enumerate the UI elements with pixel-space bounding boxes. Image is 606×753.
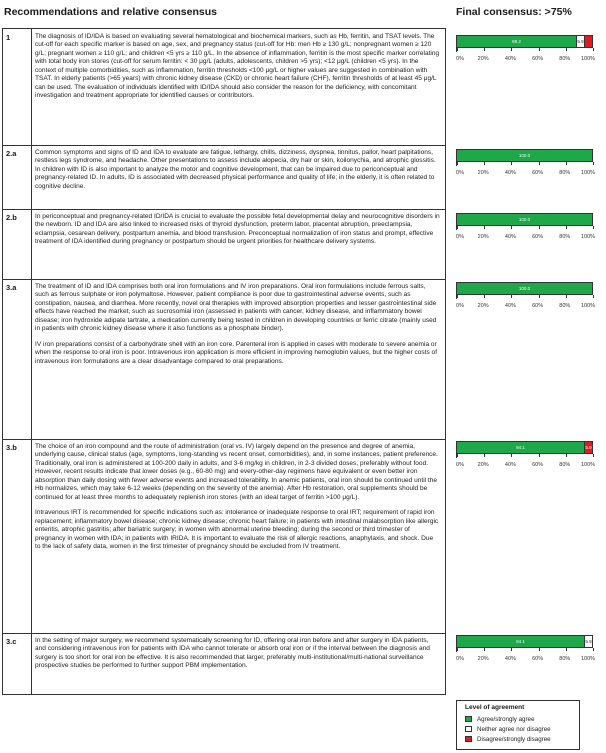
recommendation-id: 2.a	[6, 149, 17, 158]
consensus-bar	[456, 635, 593, 648]
legend-swatch	[465, 726, 472, 732]
axis-tick	[566, 226, 567, 229]
recommendation-id: 1	[6, 33, 11, 42]
axis-tick-label: 80%	[559, 303, 571, 309]
axis-tick-label: 20%	[477, 170, 489, 176]
axis-tick-label: 80%	[559, 56, 571, 62]
recommendation-text	[35, 283, 440, 373]
axis-tick	[539, 295, 540, 298]
bar-segment-agree	[457, 36, 576, 47]
axis-tick-label: 60%	[532, 170, 544, 176]
consensus-bar	[456, 149, 593, 162]
bar-value-label: 5.9	[585, 639, 592, 644]
axis-tick-label: 0%	[456, 303, 464, 309]
recommendation-text	[35, 213, 440, 254]
bar-value-label: 94.1	[516, 445, 525, 450]
bar-value-label: 100.0	[518, 286, 531, 291]
axis-tick-label: 60%	[532, 303, 544, 309]
axis-tick-label: 0%	[456, 234, 464, 240]
axis-tick-label: 20%	[477, 462, 489, 468]
axis-tick	[457, 454, 458, 457]
axis-tick-label: 40%	[504, 56, 516, 62]
axis-tick	[511, 226, 512, 229]
axis-tick	[539, 162, 540, 165]
axis-tick-label: 0%	[456, 170, 464, 176]
recommendation-row	[3, 279, 445, 439]
x-axis	[456, 162, 594, 166]
bar-segment-disagree	[584, 442, 592, 453]
recommendation-row	[3, 439, 445, 633]
axis-tick-label: 80%	[559, 656, 571, 662]
agreement-legend	[456, 700, 580, 750]
axis-tick	[511, 295, 512, 298]
bar-value-label: 100.0	[518, 153, 531, 158]
axis-tick	[566, 454, 567, 457]
row-divider	[3, 145, 445, 146]
x-axis	[456, 648, 594, 652]
consensus-bar	[456, 282, 593, 295]
axis-tick-label: 80%	[559, 234, 571, 240]
recommendation-paragraph: The choice of an iron compound and the route of administration (oral vs. IV) largely depend on the presence and degree of anemia, underlying cause, clinical status (age, symptoms, long-standing vs recent onset, comorbidities), and, in some instances, patient preference. Traditionally, oral iron is administered at 100-200 daily in adults, and 3-6 mg/kg in children, in 2-3 divided doses, preferably without food. However, recent results indicate that lower doses (e.g., 60-80 mg) and every-other-day regimens have equivalent or even better iron absorption than daily dosing with fewer adverse events and increased tolerability. In anemic patients, oral iron should be continued until the Hb normalizes, which may take 6-12 weeks (depending on the severity of the anemia). After Hb restoration, oral supplements should be continued for at least three months to adequately replenish iron stores (with an ideal target of ferritin >100 μg/L).	[35, 443, 438, 501]
row-divider	[3, 209, 445, 210]
axis-tick	[566, 295, 567, 298]
bar-segment-agree	[457, 636, 584, 647]
row-divider	[3, 439, 445, 440]
legend-title: Level of agreement	[465, 704, 525, 711]
axis-tick	[566, 48, 567, 51]
axis-tick-label: 40%	[504, 656, 516, 662]
axis-tick	[566, 648, 567, 651]
row-divider	[3, 279, 445, 280]
axis-tick	[593, 454, 594, 457]
x-axis	[456, 226, 594, 230]
axis-tick-label: 100%	[580, 234, 596, 240]
page-title: Recommendations and relative consensus	[4, 6, 217, 18]
consensus-bar	[456, 35, 593, 48]
axis-tick-label: 80%	[559, 170, 571, 176]
axis-tick-label: 40%	[504, 303, 516, 309]
axis-tick	[539, 454, 540, 457]
axis-tick-label: 40%	[504, 462, 516, 468]
axis-tick-label: 20%	[477, 56, 489, 62]
x-axis	[456, 295, 594, 299]
axis-tick-label: 100%	[580, 303, 596, 309]
recommendation-paragraph: In the setting of major surgery, we recommend systematically screening for ID, offering oral iron before and after surgery in IDA patients, and considering intravenous iron for patients with IDA who cannot tolerate or absorb oral iron or if the interval between the diagnosis and surgery is too short for oral iron be effective. It is also recommended that larger, preferably multi-institutional/multi-national surveillance prospective studies be performed to further support PBM implementation.	[35, 637, 430, 670]
axis-tick	[484, 648, 485, 651]
legend-label: Agree/strongly agree	[477, 715, 535, 723]
axis-tick	[593, 295, 594, 298]
recommendation-paragraph: The treatment of ID and IDA comprises both oral iron formulations and IV iron preparations. Oral iron formulations include ferrous salts, such as ferrous sulphate or iron polymaltose. However, patient compliance is poor due to gastrointestinal adverse events, such as constipation, nausea, and diarrhea. More recently, novel oral therapies with improved absorption properties and lesser gastrointestinal side effects have reached the market, such as sucrosomial iron (assessed in patients with cancer, kidney disease, and inflammatory bowel disease; iron hydroxide adipate tartrate, a medication currently being tested in children in developing countries or ferric citrate (mainly used in patients with chronic kidney disease where it also functions as a phosphate binder).	[35, 283, 437, 333]
recommendation-text	[35, 637, 440, 678]
recommendation-paragraph: Common symptoms and signs of ID and IDA to evaluate are fatigue, lethargy, chills, dizziness, dyspnea, tinnitus, pallor, heart palpitations, restless legs syndrome, and headache. Other presentations to assess include alopecia, dry hair or skin, koilonychia, and atrophic glossitis. In children with ID is also important to analyze the motor and cognitive development, that can be impaired due to periconceptual and pregnancy-related ID. In adults, ID is associated with decreased physical performance and quality of life; in the elderly, it is often related to cognitive decline.	[35, 149, 436, 190]
recommendation-text	[35, 443, 440, 558]
axis-tick-label: 80%	[559, 462, 571, 468]
axis-tick	[511, 454, 512, 457]
axis-tick	[484, 454, 485, 457]
axis-tick	[457, 162, 458, 165]
recommendation-paragraph: The diagnosis of ID/IDA is based on evaluating several hematological and biochemical markers, such as Hb, ferritin, and TSAT levels. The cut-off for each specific marker is based on age, sex, and pregnancy status (cut-off for Hb: men Hb ≥ 130 g/L; nonpregnant women ≥ 120 g/L; pregnant women ≥ 110 g/L; and children <5 yrs ≥ 110 g/L. In the absence of inflammation, ferritin is the most specific marker correlating with total body iron stores (cut-off for serum ferritin: < 30 μg/L (adults, adolescents, children >5 yrs); <12 μg/L (children <5 yrs). In the context of multiple comorbidities, such as inflammation, ferritin thresholds <100 μg/L or higher values are suggested in combination with TSAT. In elderly patients (>65 years) with chronic kidney disease (CKD) or chronic heart failure (CHF), ferritin thresholds of at least 45 μg/L can be used. The evaluation of individuals identified with ID/IDA should also consider the reason for the deficiency, with concomitant investigation and treatment appropriate for identified causes or contributors.	[35, 33, 440, 100]
bar-segment-neither	[576, 36, 584, 47]
axis-tick	[566, 162, 567, 165]
axis-tick	[593, 162, 594, 165]
recommendations-table	[2, 28, 446, 695]
axis-tick	[457, 226, 458, 229]
axis-tick	[511, 162, 512, 165]
row-divider	[3, 633, 445, 634]
axis-tick-label: 0%	[456, 56, 464, 62]
axis-tick	[593, 648, 594, 651]
bar-segment-agree	[457, 150, 592, 161]
bar-value-label: 94.1	[516, 639, 525, 644]
axis-tick-label: 60%	[532, 56, 544, 62]
axis-tick	[593, 226, 594, 229]
bar-segment-disagree	[584, 36, 592, 47]
axis-tick	[457, 648, 458, 651]
recommendation-row	[3, 145, 445, 209]
axis-tick	[484, 162, 485, 165]
axis-tick	[484, 226, 485, 229]
x-axis	[456, 454, 594, 458]
recommendation-text	[35, 149, 440, 198]
axis-tick-label: 100%	[580, 462, 596, 468]
legend-swatch	[465, 716, 472, 722]
axis-tick-label: 0%	[456, 462, 464, 468]
legend-label: Disagree/strongly disagree	[477, 735, 551, 743]
axis-tick-label: 60%	[532, 234, 544, 240]
axis-tick-label: 60%	[532, 656, 544, 662]
recommendation-paragraph: IV iron preparations consist of a carbohydrate shell with an iron core. Parenteral iron is applied in cases with moderate to severe anemia or when the response to oral iron is poor. Intravenous iron application is more efficient in improving hemoglobin values, but the higher costs of intravenous iron formulations are a clear disadvantage compared to oral preparations.	[35, 340, 438, 365]
axis-tick-label: 20%	[477, 656, 489, 662]
legend-label: Neither agree nor disagree	[477, 725, 551, 733]
bar-value-label: 88.2	[512, 39, 521, 44]
axis-tick-label: 60%	[532, 462, 544, 468]
bar-value-label: 5.9	[585, 445, 592, 450]
recommendation-row	[3, 633, 445, 696]
recommendation-id: 3.b	[6, 443, 17, 452]
recommendation-id: 3.c	[6, 637, 17, 646]
axis-tick	[539, 48, 540, 51]
consensus-bar	[456, 213, 593, 226]
axis-tick	[511, 648, 512, 651]
axis-tick	[539, 226, 540, 229]
axis-tick-label: 20%	[477, 303, 489, 309]
axis-tick	[539, 648, 540, 651]
recommendation-id: 2.b	[6, 213, 17, 222]
axis-tick-label: 100%	[580, 656, 596, 662]
axis-tick-label: 40%	[504, 234, 516, 240]
axis-tick-label: 40%	[504, 170, 516, 176]
axis-tick-label: 100%	[580, 56, 596, 62]
recommendation-text	[35, 33, 440, 108]
legend-swatch	[465, 736, 472, 742]
x-axis	[456, 48, 594, 52]
recommendation-paragraph: Intravenous IRT is recommended for specific indications such as: intolerance or inadequate response to oral IRT; requirement of rapid iron replacement; inflammatory bowel disease; chronic kidney disease; chronic heart failure; in patients with intestinal malabsorption like allergic enteritis, atrophic gastritis; after bariatric surgery; in women with abnormal uterine bleeding; during the second or third trimester of pregnancy in women with IDA; in patients with IRIDA. It is important to evaluate the risk of allergic reactions, anaphylaxis, and shock. Due to the lack of safety data, women in the first trimester of pregnancy should be excluded from IV treatment.	[35, 509, 439, 550]
axis-tick	[511, 48, 512, 51]
bar-value-label: 5.9	[577, 39, 584, 44]
recommendation-row	[3, 29, 445, 145]
final-consensus-label: Final consensus: >75%	[456, 6, 572, 18]
axis-tick	[484, 48, 485, 51]
bar-value-label: 100.0	[518, 217, 531, 222]
axis-tick	[593, 48, 594, 51]
axis-tick	[457, 295, 458, 298]
bar-segment-agree	[457, 214, 592, 225]
recommendation-row	[3, 209, 445, 279]
consensus-bar	[456, 441, 593, 454]
axis-tick	[484, 295, 485, 298]
bar-segment-agree	[457, 283, 592, 294]
bar-segment-agree	[457, 442, 584, 453]
axis-tick-label: 100%	[580, 170, 596, 176]
axis-tick-label: 0%	[456, 656, 464, 662]
bar-segment-neither	[584, 636, 592, 647]
axis-tick-label: 20%	[477, 234, 489, 240]
recommendation-id: 3.a	[6, 283, 17, 292]
recommendation-paragraph: In periconceptual and pregnancy-related ID/IDA is crucial to evaluate the possible fetal developmental delay and neurocognitive disorders in the newborn. ID and IDA are also linked to increased risks of thyroid dysfunction, preterm labor, placental abruption, preeclampsia, eclampsia, cesarean delivery, postpartum anemia, and blood transfusion. Preconceptual normalization of iron status and prompt, effective treatment of IDA identified during pregnancy or postpartum should be urgent priorities for healthcare delivery systems.	[35, 213, 440, 246]
axis-tick	[457, 48, 458, 51]
